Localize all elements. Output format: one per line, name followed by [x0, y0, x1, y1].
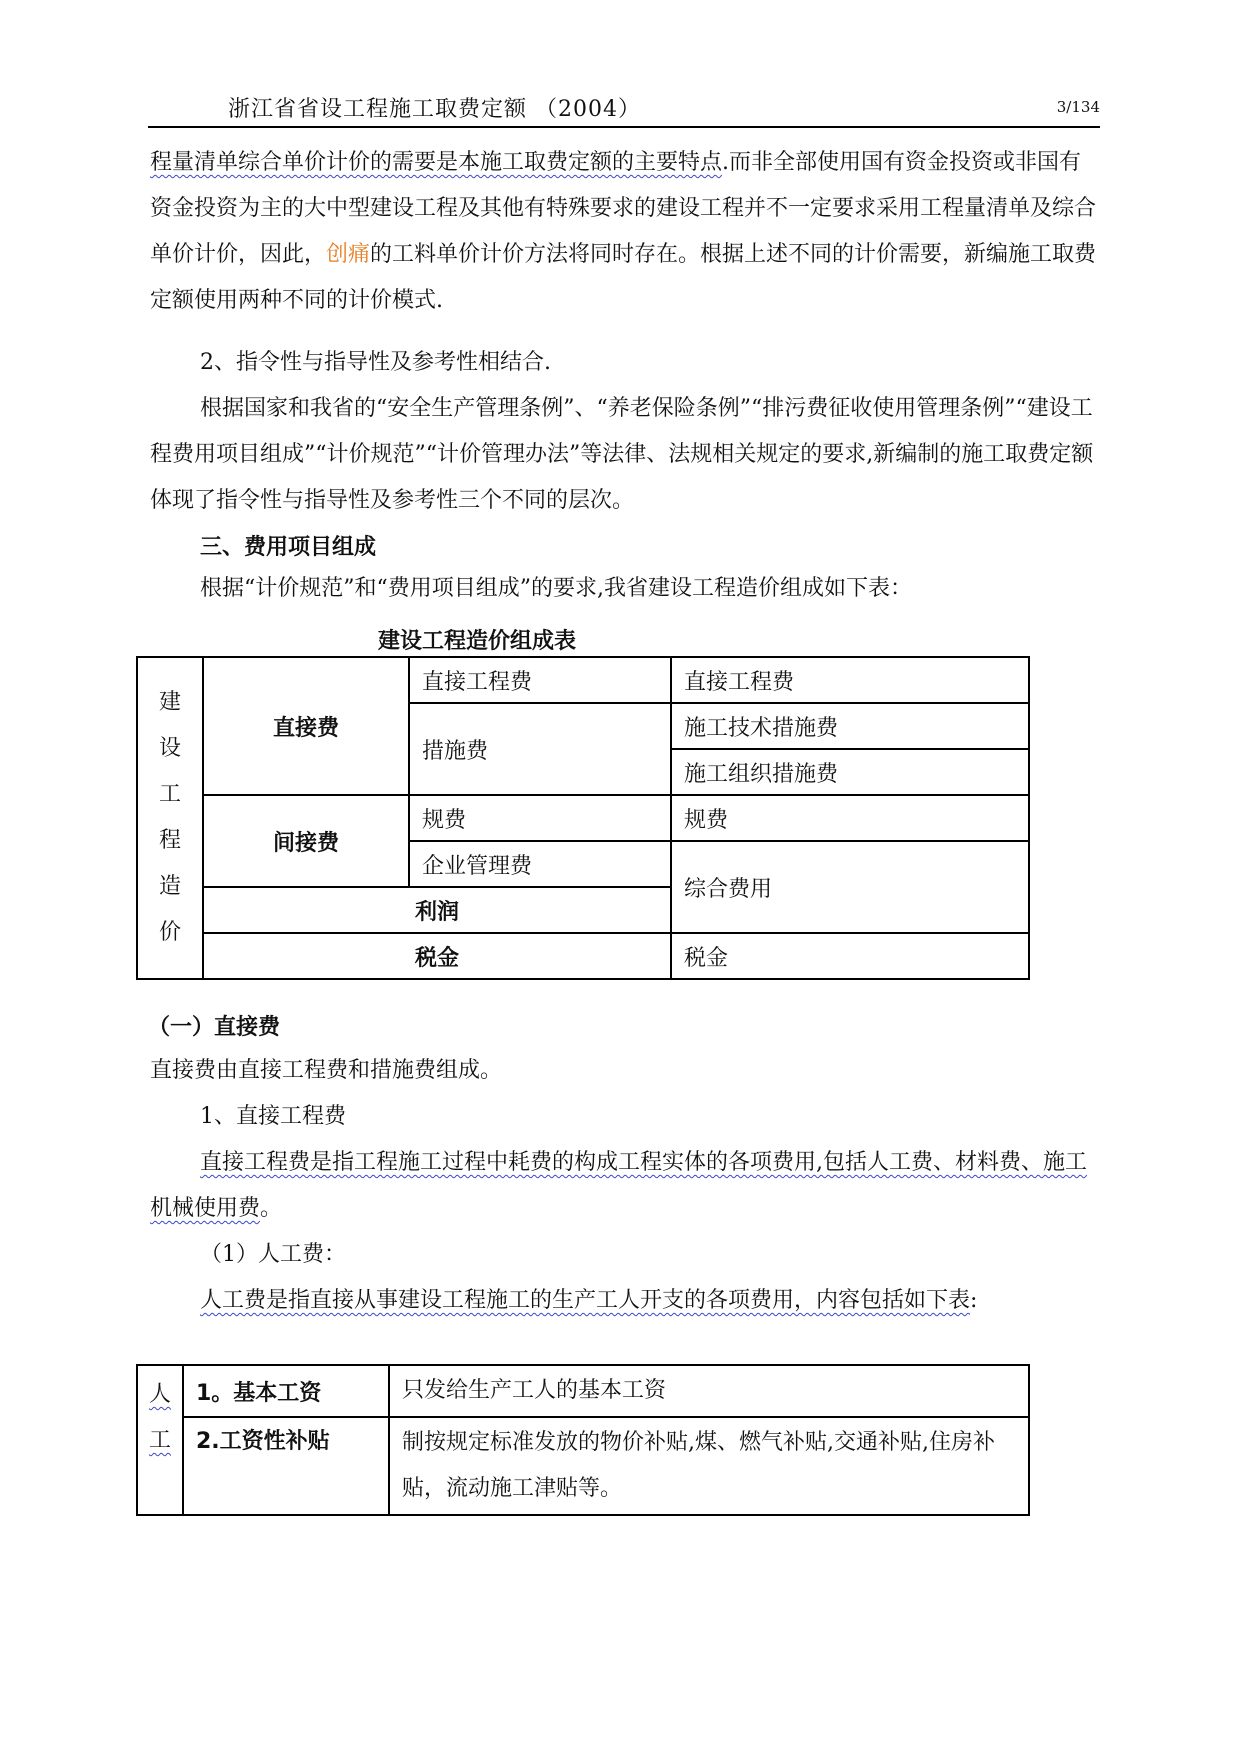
basic-wage-label: 1。基本工资 [183, 1365, 389, 1417]
labor-char: 人 [148, 1382, 171, 1407]
direct-cost-cell: 直接费 [203, 657, 409, 795]
paragraph-6 [150, 1278, 1100, 1324]
paragraph-2 [150, 386, 1100, 524]
vertical-char: 建 [158, 690, 181, 715]
underlined-text: 程量清单综合单价计价的需要是本施工取费定额的主要特点 [150, 150, 723, 175]
labor-cost-table [136, 1364, 1030, 1516]
para4-text: 直接费由直接工程费和措施费组成。 [150, 1058, 503, 1083]
para1-text-2: 的工料单价计价方法将同时存在。根据上述不同的计价需要，新编施工取费定额使用两种不同的计价模式. [150, 242, 1097, 313]
vertical-char: 价 [158, 920, 181, 945]
cost-composition-table [136, 656, 1030, 980]
profit-cell: 利润 [203, 887, 671, 933]
para6-end: : [970, 1288, 978, 1313]
tax-right-cell: 税金 [671, 933, 1029, 979]
vertical-char: 工 [158, 782, 181, 807]
vertical-label [137, 657, 203, 979]
page-header [148, 86, 1100, 128]
item-2-text: 2、指令性与指导性及参考性相结合. [200, 350, 551, 375]
direct-eng-right-cell: 直接工程费 [671, 657, 1029, 703]
table1-caption: 建设工程造价组成表 [378, 629, 577, 654]
tech-measures-cell: 施工技术措施费 [671, 703, 1029, 749]
para5-underlined: 直接工程费是指工程施工过程中耗费的构成工程实体的各项费用,包括人工费、材料费、施工机械使用费 [150, 1150, 1087, 1221]
org-measures-cell: 施工组织措施费 [671, 749, 1029, 795]
paragraph-5 [150, 1140, 1100, 1232]
wage-subsidy-label: 2.工资性补贴 [183, 1417, 389, 1515]
vertical-char: 程 [158, 828, 181, 853]
subsection-1-heading: （一）直接费 [148, 1015, 281, 1040]
header-title: 浙江省省设工程施工取费定额 （2004） [228, 97, 641, 122]
wage-subsidy-desc: 制按规定标准发放的物价补贴,煤、燃气补贴,交通补贴,住房补贴，流动施工津贴等。 [389, 1417, 1029, 1515]
fees-cell: 规费 [409, 795, 671, 841]
item-2 [150, 340, 1100, 386]
tax-cell: 税金 [203, 933, 671, 979]
indirect-cost-cell: 间接费 [203, 795, 409, 887]
labor-char: 工 [148, 1428, 171, 1453]
highlighted-word: 创痛 [326, 242, 371, 267]
item-1 [150, 1094, 1100, 1140]
vertical-char: 造 [158, 874, 181, 899]
paragraph-3 [150, 566, 1100, 612]
overall-cost-cell: 综合费用 [671, 841, 1029, 933]
section-3-heading: 三、费用项目组成 [200, 535, 377, 560]
para3-text: 根据“计价规范”和“费用项目组成”的要求,我省建设工程造价组成如下表： [200, 576, 912, 601]
para6-underlined: 人工费是指直接从事建设工程施工的生产工人开支的各项费用，内容包括如下表 [200, 1288, 971, 1313]
mgmt-cell: 企业管理费 [409, 841, 671, 887]
basic-wage-desc: 只发给生产工人的基本工资 [389, 1365, 1029, 1417]
paragraph-4 [150, 1048, 1100, 1094]
para1-text-1: .而非全部使用国有资金投资或非国有资金投资为主的大中型建设工程及其他有特殊要求的建设工程并不一定要求采用工程量清单及综合单价计价，因此， [150, 150, 1097, 267]
paragraph-1 [150, 140, 1100, 324]
page-number: 3/134 [1056, 98, 1100, 116]
fees-right-cell: 规费 [671, 795, 1029, 841]
labor-vertical-label [137, 1365, 183, 1515]
para2-text: 根据国家和我省的“安全生产管理条例”、“养老保险条例”“排污费征收使用管理条例”“建设工程费用项目组成”“计价规范”“计价管理办法”等法律、法规相关规定的要求,新编制的施工取费定额体现了指令性与指导性及参考性三个不同的层次。 [150, 396, 1094, 513]
vertical-char: 设 [158, 736, 181, 761]
item-1-text: 1、直接工程费 [200, 1104, 346, 1129]
direct-eng-cell: 直接工程费 [409, 657, 671, 703]
para5-end: 。 [260, 1196, 283, 1221]
item-labor [150, 1232, 1100, 1278]
item-labor-text: （1）人工费： [200, 1242, 346, 1267]
measures-cell: 措施费 [409, 703, 671, 795]
